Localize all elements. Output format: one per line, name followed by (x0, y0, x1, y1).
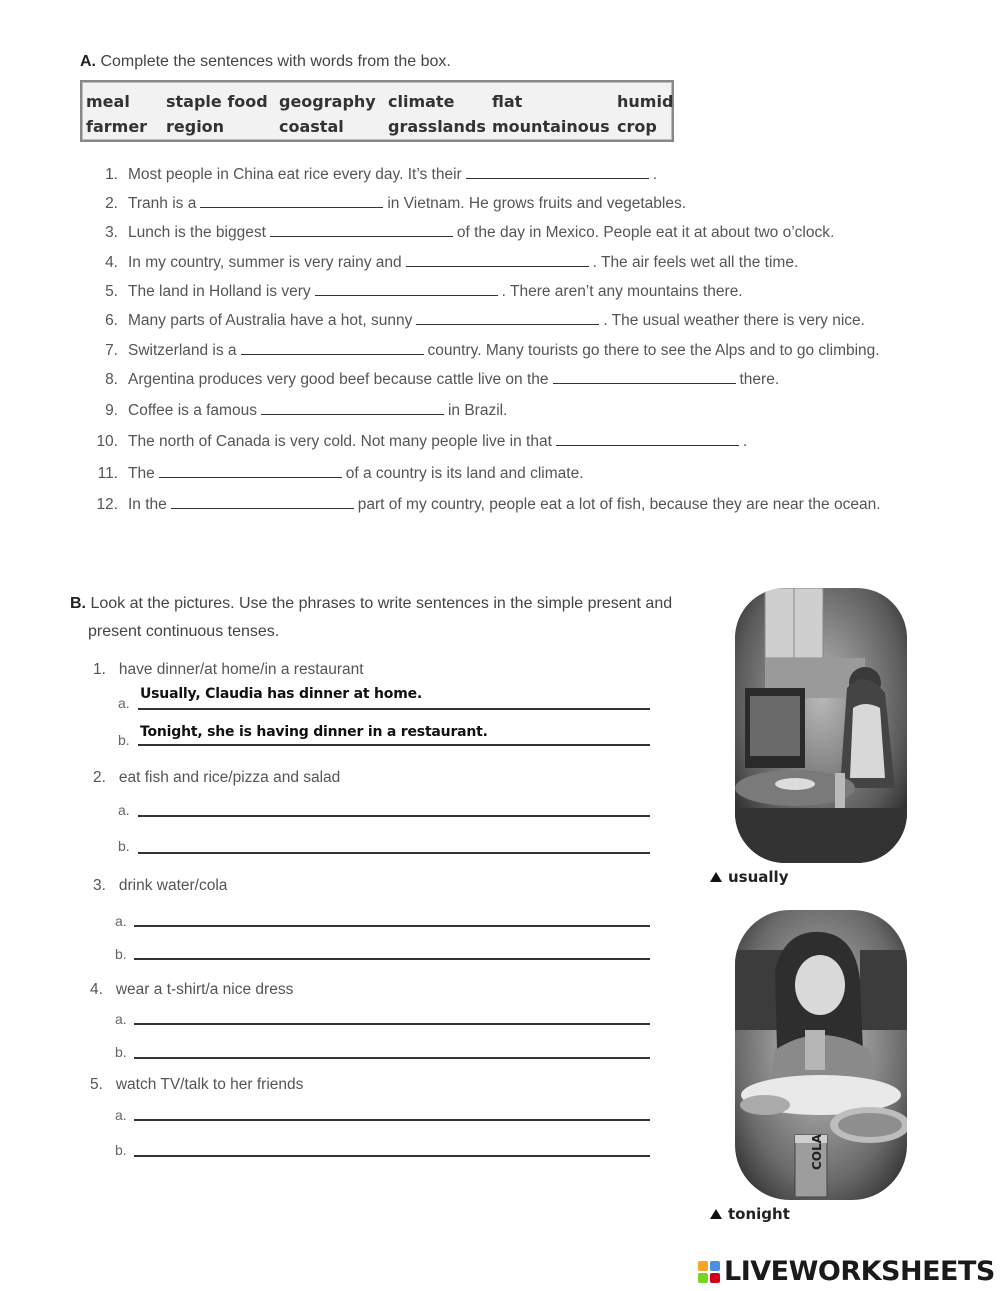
word-geography: geography (279, 92, 376, 111)
blank-9[interactable] (261, 402, 444, 415)
sentence-9: 9. Coffee is a famous in Brazil. (105, 402, 508, 419)
section-b-instruction-2: present continuous tenses. (88, 623, 280, 640)
caption-tonight: tonight (710, 1205, 790, 1223)
sentence-4: 4. In my country, summer is very rainy and . The air feels wet all the time. (105, 254, 799, 271)
item-3-b-label: b. (115, 946, 127, 962)
item-5-b-line[interactable] (134, 1155, 650, 1157)
blank-1[interactable] (466, 166, 649, 179)
blank-11[interactable] (159, 465, 342, 478)
photo-tonight (735, 910, 907, 1200)
sentence-2: 2. Tranh is a in Vietnam. He grows fruits and vegetables. (105, 195, 687, 212)
item-4-b-label: b. (115, 1044, 127, 1060)
sentence-1: 1. Most people in China eat rice every day. It’s their . (105, 166, 658, 183)
item-4-phrase: wear a t-shirt/a nice dress (115, 981, 294, 998)
sentence-11: 11. The of a country is its land and climate. (97, 465, 584, 482)
item-2-b-line[interactable] (138, 852, 650, 854)
word-meal: meal (86, 92, 130, 111)
blank-3[interactable] (270, 224, 453, 237)
item-2-a-line[interactable] (138, 815, 650, 817)
photo-usually (735, 588, 907, 863)
caption-usually: usually (710, 868, 788, 886)
blank-8[interactable] (553, 371, 736, 384)
section-a-title (80, 53, 451, 71)
item-5-a-label: a. (115, 1107, 127, 1123)
section-a-letter: A. (80, 53, 96, 70)
item-2-b-label: b. (118, 838, 130, 854)
item-3: 3. drink water/cola (93, 877, 228, 894)
item-3-b-line[interactable] (134, 958, 650, 960)
word-mountainous: mountainous (492, 117, 610, 136)
sentence-5: 5. The land in Holland is very . There aren’t any mountains there. (105, 283, 743, 300)
sentence-6: 6. Many parts of Australia have a hot, sunny . The usual weather there is very nice. (105, 312, 865, 329)
word-box (80, 80, 674, 142)
logo-text: LIVEWORKSHEETS (724, 1256, 995, 1287)
item-1-a-line[interactable] (138, 708, 650, 710)
blank-2[interactable] (200, 195, 383, 208)
item-1-phrase: have dinner/at home/in a restaurant (118, 661, 364, 678)
blank-4[interactable] (406, 254, 589, 267)
triangle-icon (710, 872, 722, 882)
item-1-b-label: b. (118, 732, 130, 748)
item-5-a-line[interactable] (134, 1119, 650, 1121)
word-flat: flat (492, 92, 523, 111)
word-coastal: coastal (279, 117, 344, 136)
sentence-12: 12. In the part of my country, people eat a lot of fish, because they are near the ocean. (96, 496, 881, 513)
item-5-b-label: b. (115, 1142, 127, 1158)
item-5-phrase: watch TV/talk to her friends (115, 1076, 304, 1093)
item-1-b-line[interactable] (138, 744, 650, 746)
cola-label: COLA (810, 1134, 824, 1170)
blank-7[interactable] (241, 342, 424, 355)
triangle-icon (710, 1209, 722, 1219)
word-humid: humid (617, 92, 674, 111)
sentence-7: 7. Switzerland is a country. Many tourists go there to see the Alps and to go climbing. (105, 342, 880, 359)
item-2-a-label: a. (118, 802, 130, 818)
sentence-8: 8. Argentina produces very good beef because cattle live on the there. (105, 371, 780, 388)
item-1: 1. have dinner/at home/in a restaurant (93, 661, 364, 678)
item-1-b-answer: Tonight, she is having dinner in a restaurant. (140, 724, 488, 740)
section-b-letter: B. (70, 595, 86, 612)
item-1-a-answer: Usually, Claudia has dinner at home. (140, 686, 423, 702)
blank-6[interactable] (416, 312, 599, 325)
section-b-instruction-1: Look at the pictures. Use the phrases to write sentences in the simple present and (90, 595, 673, 612)
word-grasslands: grasslands (388, 117, 486, 136)
word-climate: climate (388, 92, 455, 111)
blank-10[interactable] (556, 433, 739, 446)
item-4: 4. wear a t-shirt/a nice dress (90, 981, 294, 998)
item-2-phrase: eat fish and rice/pizza and salad (118, 769, 341, 786)
liveworksheets-logo (698, 1256, 995, 1287)
word-staple-food: staple food (166, 92, 268, 111)
blank-5[interactable] (315, 283, 498, 296)
item-3-a-label: a. (115, 913, 127, 929)
item-5: 5. watch TV/talk to her friends (90, 1076, 304, 1093)
item-1-a-label: a. (118, 695, 130, 711)
photo-usually-image (735, 588, 907, 863)
logo-blocks-icon (698, 1261, 720, 1283)
word-crop: crop (617, 117, 657, 136)
item-3-a-line[interactable] (134, 925, 650, 927)
photo-tonight-image (735, 910, 907, 1200)
section-a-instruction: Complete the sentences with words from the box. (100, 53, 451, 70)
item-4-a-label: a. (115, 1011, 127, 1027)
item-4-a-line[interactable] (134, 1023, 650, 1025)
section-b-title (70, 595, 672, 613)
sentence-10: 10. The north of Canada is very cold. Not many people live in that . (96, 433, 748, 450)
sentence-3: 3. Lunch is the biggest of the day in Mexico. People eat it at about two o’clock. (105, 224, 835, 241)
word-region: region (166, 117, 225, 136)
item-3-phrase: drink water/cola (118, 877, 228, 894)
item-4-b-line[interactable] (134, 1057, 650, 1059)
blank-12[interactable] (171, 496, 354, 509)
word-farmer: farmer (86, 117, 148, 136)
item-2: 2. eat fish and rice/pizza and salad (93, 769, 341, 786)
